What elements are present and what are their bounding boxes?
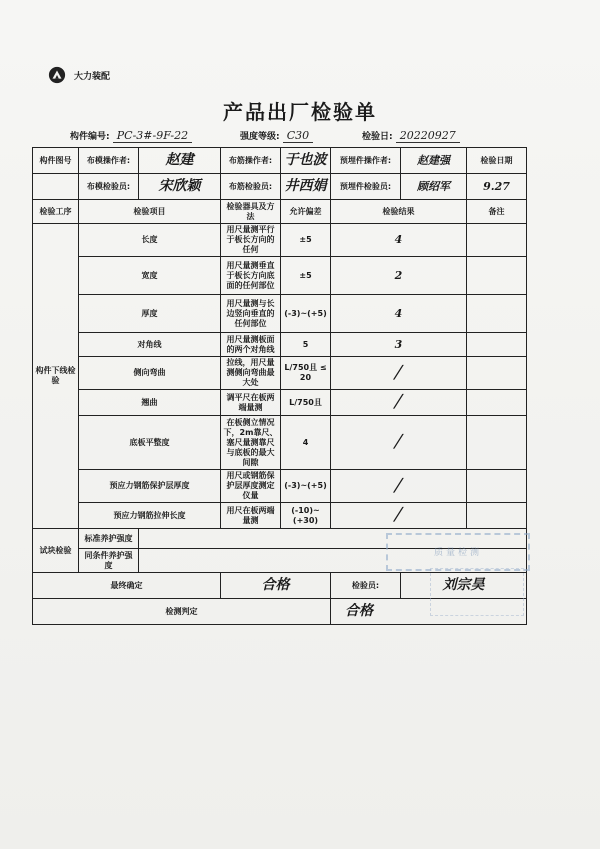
embed-inspector-label: 预埋件检验员: — [331, 174, 401, 200]
tolerance-cell: L/750且 ≤ 20 — [281, 357, 331, 390]
tool-cell: 用尺在板两端量测 — [221, 503, 281, 529]
trial-standard-label: 标准养护强度 — [79, 529, 139, 549]
component-number-value: PC-3#-9F-22 — [113, 129, 192, 143]
tool-cell: 在板侧立情况下，2m靠尺、塞尺量测靠尺与底板的最大间隙 — [221, 416, 281, 470]
inspection-date — [362, 129, 460, 142]
tool-cell: 用尺量测平行于板长方向的任何 — [221, 224, 281, 257]
tool-cell: 用尺或钢筋保护层厚度测定仪量 — [221, 470, 281, 503]
tolerance-cell: 5 — [281, 333, 331, 357]
item-cell: 长度 — [79, 224, 221, 257]
rebar-operator-value: 于也波 — [281, 148, 331, 174]
result-cell: 3 — [331, 333, 467, 357]
table-row — [33, 333, 527, 357]
item-cell: 底板平整度 — [79, 416, 221, 470]
trial-same-label: 同条件养护强度 — [79, 549, 139, 573]
embed-operator-label: 预埋件操作者: — [331, 148, 401, 174]
table-row — [33, 503, 527, 529]
stamp-ghost — [430, 568, 524, 616]
rebar-operator-label: 布筋操作者: — [221, 148, 281, 174]
result-cell — [331, 390, 467, 416]
document-title: 产品出厂检验单 — [223, 100, 377, 124]
remark-cell — [467, 333, 527, 357]
embed-inspector-value: 顾绍军 — [401, 174, 467, 200]
strength-grade — [240, 129, 313, 142]
inspector-value: 刘宗昊 — [401, 573, 527, 599]
item-cell: 侧向弯曲 — [79, 357, 221, 390]
tool-cell: 拉线，用尺量测侧向弯曲最大处 — [221, 357, 281, 390]
inspection-date-cell: 9.27 — [467, 174, 527, 200]
col-procedure: 检验工序 — [33, 200, 79, 224]
inspection-date-value: 20220927 — [396, 129, 460, 143]
remark-cell — [467, 503, 527, 529]
result-cell: 4 — [331, 295, 467, 333]
item-cell: 预应力钢筋保护层厚度 — [79, 470, 221, 503]
item-cell: 宽度 — [79, 257, 221, 295]
table-row — [33, 416, 527, 470]
tolerance-cell: L/750且 — [281, 390, 331, 416]
component-number-label: 构件编号: — [70, 132, 110, 142]
result-cell — [331, 357, 467, 390]
logo-text: 大力装配 — [74, 71, 111, 82]
form-operator-label: 布模操作者: — [79, 148, 139, 174]
drawing-number-value — [33, 174, 79, 200]
tolerance-cell: (-3)~(+5) — [281, 295, 331, 333]
result-mark: / — [392, 504, 406, 526]
result-cell — [331, 503, 467, 529]
tolerance-cell: ±5 — [281, 224, 331, 257]
drawing-number-label: 构件图号 — [33, 148, 79, 174]
result-cell — [331, 416, 467, 470]
remark-cell — [467, 224, 527, 257]
form-inspector-value: 宋欣颖 — [139, 174, 221, 200]
company-logo — [48, 66, 110, 84]
col-tolerance: 允许偏差 — [281, 200, 331, 224]
remark-cell — [467, 390, 527, 416]
tolerance-cell: 4 — [281, 416, 331, 470]
result-cell — [331, 470, 467, 503]
item-cell: 翘曲 — [79, 390, 221, 416]
result-cell: 4 — [331, 224, 467, 257]
tool-cell: 调平尺在板两端量测 — [221, 390, 281, 416]
remark-cell — [467, 257, 527, 295]
result-mark: / — [392, 431, 406, 453]
tool-cell: 用尺量测与长边竖向垂直的任何部位 — [221, 295, 281, 333]
table-row — [33, 357, 527, 390]
rebar-inspector-value: 井西娟 — [281, 174, 331, 200]
tolerance-cell: ±5 — [281, 257, 331, 295]
col-remark: 备注 — [467, 200, 527, 224]
item-cell: 对角线 — [79, 333, 221, 357]
form-operator-value: 赵建 — [139, 148, 221, 174]
stamp-text: 质量检测 — [433, 548, 482, 558]
inspection-date-label: 检验日: — [362, 132, 393, 142]
remark-cell — [467, 295, 527, 333]
remark-cell — [467, 357, 527, 390]
logo-mark-icon — [48, 66, 66, 84]
col-item: 检验项目 — [79, 200, 221, 224]
judgement-value: 合格 — [331, 599, 527, 625]
form-inspector-label: 布模检验员: — [79, 174, 139, 200]
table-row — [33, 295, 527, 333]
tolerance-cell: (-10)~(+30) — [281, 503, 331, 529]
strength-label: 强度等级: — [240, 132, 280, 142]
remark-cell — [467, 470, 527, 503]
remark-cell — [467, 416, 527, 470]
inspection-date-header: 检验日期 — [467, 148, 527, 174]
strength-value: C30 — [283, 129, 313, 143]
result-cell: 2 — [331, 257, 467, 295]
tool-cell: 用尺量测板面的两个对角线 — [221, 333, 281, 357]
table-row — [33, 470, 527, 503]
embed-operator-value: 赵建强 — [401, 148, 467, 174]
item-cell: 厚度 — [79, 295, 221, 333]
table-row — [33, 390, 527, 416]
judgement-label: 检测判定 — [33, 599, 331, 625]
final-label: 最终确定 — [33, 573, 221, 599]
result-mark: / — [392, 361, 406, 383]
col-result: 检验结果 — [331, 200, 467, 224]
table-row — [33, 224, 527, 257]
inspector-row — [33, 174, 527, 200]
operator-row — [33, 148, 527, 174]
final-value: 合格 — [221, 573, 331, 599]
item-cell: 预应力钢筋拉伸长度 — [79, 503, 221, 529]
result-mark: / — [392, 474, 406, 496]
col-tool: 检验器具及方法 — [221, 200, 281, 224]
rebar-inspector-label: 布筋检验员: — [221, 174, 281, 200]
inspection-stamp — [386, 533, 530, 571]
group-label: 构件下线检验 — [33, 224, 79, 529]
header-row — [33, 200, 527, 224]
table-row — [33, 257, 527, 295]
trial-label: 试块检验 — [33, 529, 79, 573]
tolerance-cell: (-3)~(+5) — [281, 470, 331, 503]
result-mark: / — [392, 391, 406, 413]
inspector-label: 检验员: — [331, 573, 401, 599]
component-number — [70, 129, 192, 142]
tool-cell: 用尺量测垂直于板长方向底面的任何部位 — [221, 257, 281, 295]
